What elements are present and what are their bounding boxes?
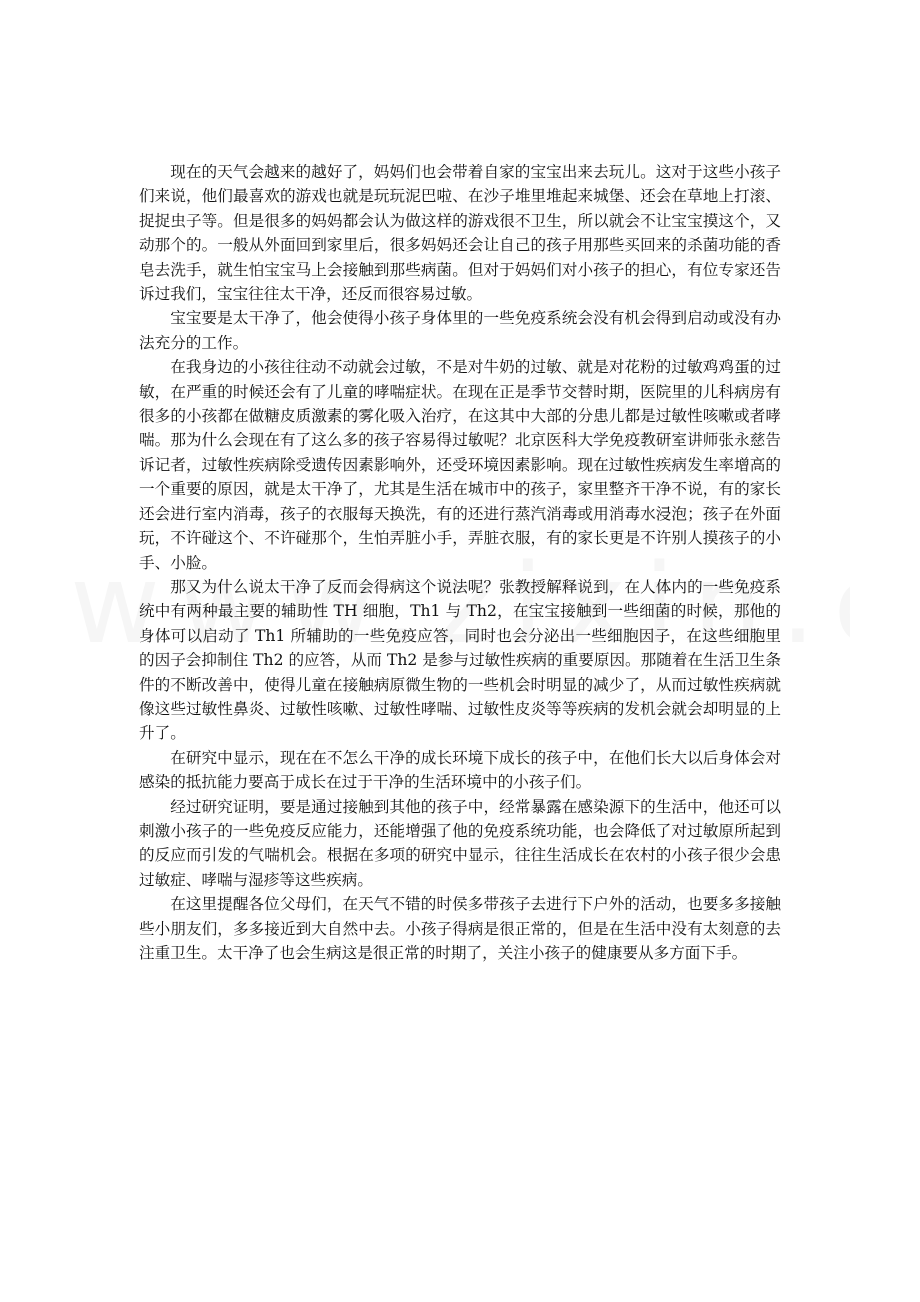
paragraph-2: 宝宝要是太干净了，他会使得小孩子身体里的一些免疫系统会没有机会得到启动或没有办法充分的工作。 <box>139 309 781 352</box>
article-body <box>139 160 781 965</box>
paragraph-6: 经过研究证明，要是通过接触到其他的孩子中，经常暴露在感染源下的生活中，他还可以刺激小孩子的一些免疫反应能力，还能增强了他的免疫系统功能，也会降低了对过敏原所起到的反应而引发的气喘机会。根据在多项的研究中显示，往往生活成长在农村的小孩子很少会患过敏症、哮喘与湿疹等这些疾病。 <box>139 797 781 889</box>
paragraph-1: 现在的天气会越来的越好了，妈妈们也会带着自家的宝宝出来去玩儿。这对于这些小孩子们来说，他们最喜欢的游戏也就是玩玩泥巴啦、在沙子堆里堆起来城堡、还会在草地上打滚、捉捉虫子等。但是很多的妈妈都会认为做这样的游戏很不卫生，所以就会不让宝宝摸这个，又动那个的。一般从外面回到家里后，很多妈妈还会让自己的孩子用那些买回来的杀菌功能的香皂去洗手，就生怕宝宝马上会接触到那些病菌。但对于妈妈们对小孩子的担心，有位专家还告诉过我们，宝宝往往太干净，还反而很容易过敏。 <box>139 163 781 304</box>
paragraph-3: 在我身边的小孩往往动不动就会过敏，不是对牛奶的过敏、就是对花粉的过敏鸡鸡蛋的过敏，在严重的时候还会有了儿童的哮喘症状。在现在正是季节交替时期，医院里的儿科病房有很多的小孩都在做糖皮质激素的雾化吸入治疗，在这其中大部的分患儿都是过敏性咳嗽或者哮喘。那为什么会现在有了这么多的孩子容易得过敏呢？北京医科大学免疫教研室讲师张永慈告诉记者，过敏性疾病除受遗传因素影响外，还受环境因素影响。现在过敏性疾病发生率增高的一个重要的原因，就是太干净了，尤其是生活在城市中的孩子，家里整齐干净不说，有的家长还会进行室内消毒，孩子的衣服每天换洗，有的还进行蒸汽消毒或用消毒水浸泡；孩子在外面玩，不许碰这个、不许碰那个，生怕弄脏小手，弄脏衣服，有的家长更是不许别人摸孩子的小手、小脸。 <box>139 358 781 572</box>
paragraph-7: 在这里提醒各位父母们，在天气不错的时侯多带孩子去进行下户外的活动，也要多多接触些小朋友们，多多接近到大自然中去。小孩子得病是很正常的，但是在生活中没有太刻意的去注重卫生。太干净了也会生病这是很正常的时期了，关注小孩子的健康要从多方面下手。 <box>139 895 781 962</box>
paragraph-4: 那又为什么说太干净了反而会得病这个说法呢？张教授解释说到，在人体内的一些免疫系统中有两种最主要的辅助性 TH 细胞，Th1 与 Th2，在宝宝接触到一些细菌的时候，那他的身体可以启动了 Th1 所辅助的一些免疫应答，同时也会分泌出一些细胞因子，在这些细胞里的因子会抑制住 Th2 的应答，从而 Th2 是参与过敏性疾病的重要原因。那随着在生活卫生条件的不断改善中，使得儿童在接触病原微生物的一些机会时明显的减少了，从而过敏性疾病就像这些过敏性鼻炎、过敏性咳嗽、过敏性哮喘、过敏性皮炎等等疾病的发机会就会却明显的上升了。 <box>139 577 781 743</box>
paragraph-5: 在研究中显示，现在在不怎么干净的成长环境下成长的孩子中，在他们长大以后身体会对感染的抵抗能力要高于成长在过于干净的生活环境中的小孩子们。 <box>139 748 781 792</box>
